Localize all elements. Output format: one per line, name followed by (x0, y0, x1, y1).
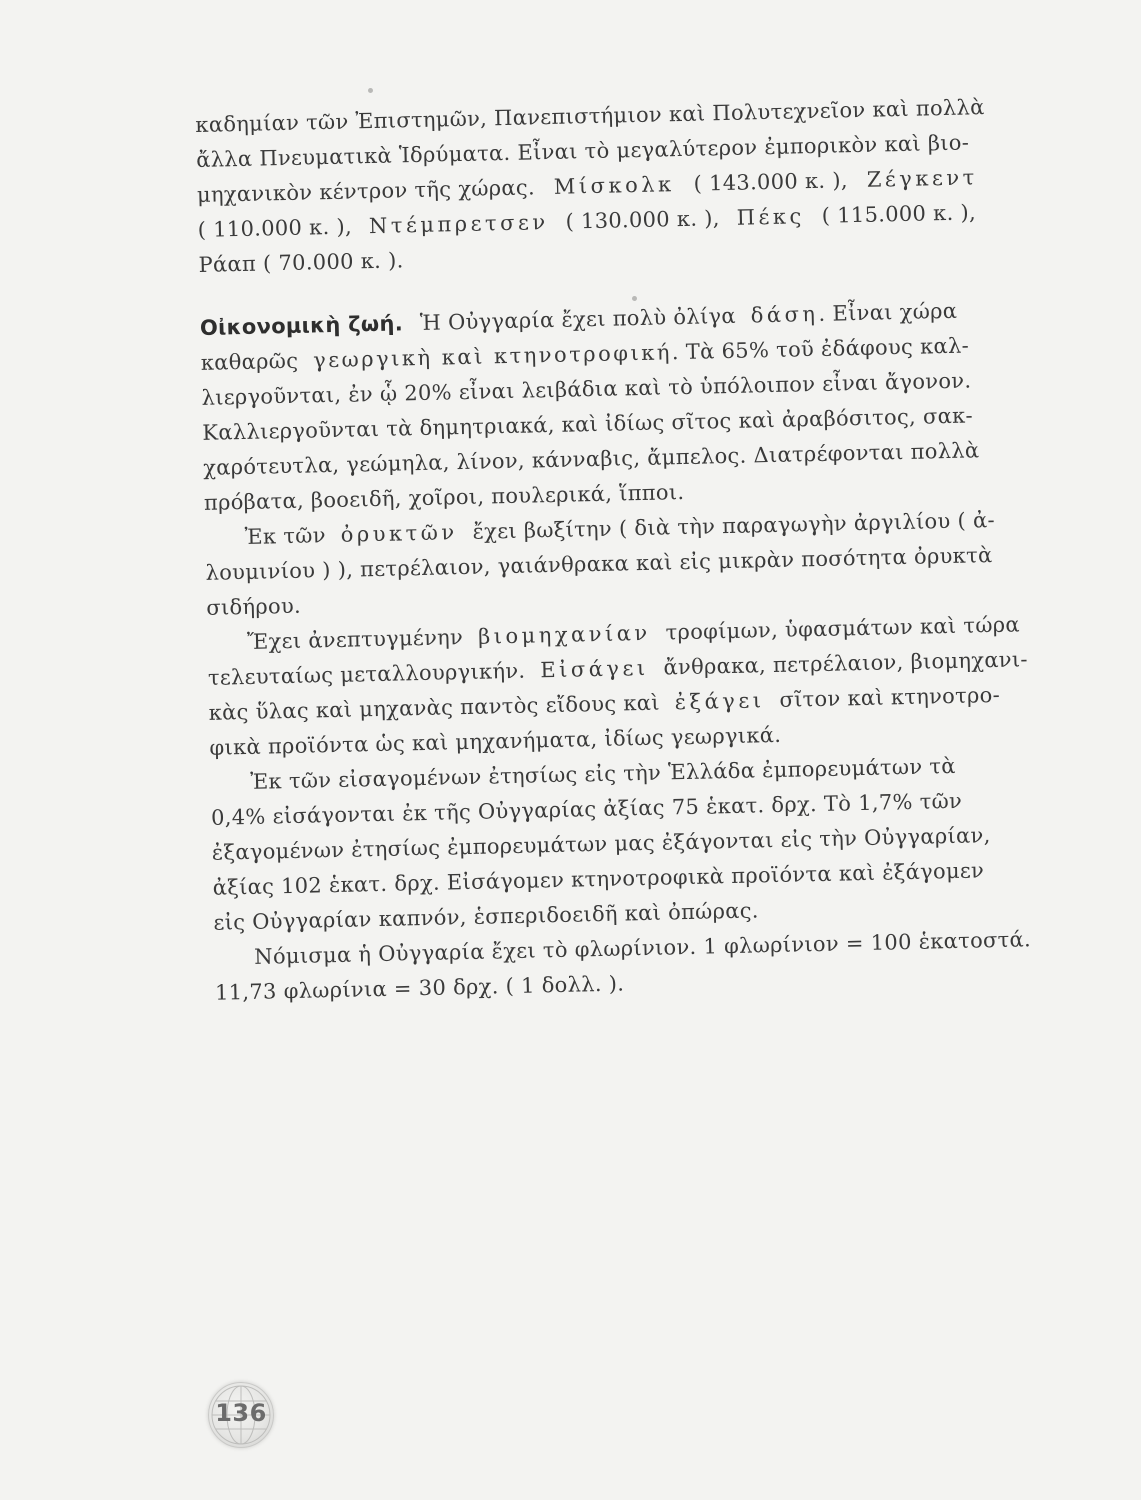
text-line: εἰς Οὐγγαρίαν καπνόν, ἑσπεριδοειδῆ καὶ ὀπώρας. (213, 898, 759, 935)
text-run: Ἐκ τῶν (244, 523, 327, 549)
text-line: πρόβατα, βοοειδῆ, χοῖροι, πουλερικά, ἵπποι. (203, 480, 685, 515)
city-name: Ζέγκεντ (866, 165, 978, 192)
text-line: ἐξαγομένων ἐτησίως ἐμπορευμάτων μας ἐξάγονται εἰς τὴν Οὐγγαρίαν, (211, 823, 991, 865)
text-run: μηχανικὸν κέντρον τῆς χώρας. (196, 175, 536, 207)
text-line: σιδήρου. (206, 593, 302, 620)
text-run: σῖτον καὶ κτηνοτρο- (779, 682, 1001, 712)
text-run: καθαρῶς (200, 348, 299, 375)
print-speck (368, 88, 373, 93)
text-run: . Εἶναι χώρα (818, 298, 958, 326)
text-run: ( 143.000 κ. ), (693, 168, 849, 196)
page-number-badge (208, 1382, 274, 1448)
text-run: Ἡ Οὐγγαρία ἔχει πολὺ ὀλίγα (419, 303, 737, 335)
emphasis-word: ὀρυκτῶν (340, 520, 458, 547)
section-heading: Οἰκονομικὴ ζωή. (199, 311, 404, 340)
text-line: Ράαπ ( 70.000 κ. ). (198, 248, 404, 277)
emphasis-word: βιομηχανίαν (477, 620, 651, 649)
page-number: 136 (215, 1399, 267, 1427)
text-line: ἀξίας 102 ἑκατ. δρχ. Εἰσάγομεν κτηνοτροφικὰ προϊόντα καὶ ἐξάγομεν (212, 858, 985, 900)
city-name: Ντέμπρετσεν (368, 210, 549, 239)
emphasis-word: ἐξάγει (674, 688, 765, 715)
text-line: λουμινίου ) ), πετρέλαιον, γαιάνθρακα καὶ εἰς μικρὰν ποσότητα ὀρυκτὰ (205, 543, 993, 585)
city-name: Μίσκολκ (553, 172, 675, 199)
text-run: Ἔχει ἀνεπτυγμένην (246, 625, 464, 654)
paragraph-minerals (204, 503, 1006, 626)
text-line: Ἐκ τῶν εἰσαγομένων ἐτησίως εἰς τὴν Ἑλλάδα ἐμπορευμάτων τὰ (250, 753, 957, 794)
emphasis-word: γεωργικὴ καὶ κτηνοτροφική (312, 340, 673, 373)
text-line: καδημίαν τῶν Ἐπιστημῶν, Πανεπιστήμιον καὶ Πολυτεχνεῖον καὶ πολλὰ (195, 95, 985, 137)
text-line: χαρότευτλα, γεώμηλα, λίνον, κάνναβις, ἄμπελος. Διατρέφονται πολλὰ (202, 438, 980, 480)
paragraph-economy (200, 293, 1005, 521)
paragraph-industry (207, 608, 1029, 766)
text-line: Καλλιεργοῦνται τὰ δημητριακά, καὶ ἰδίως σῖτος καὶ ἀραβόσιτος, σακ- (202, 403, 974, 445)
text-run: . Τὰ 65% τοῦ ἐδάφους καλ- (671, 333, 970, 365)
text-line: 11,73 φλωρίνια = 30 δρχ. ( 1 δολλ. ). (214, 971, 625, 1005)
text-run: ( 110.000 κ. ), (197, 214, 353, 242)
emphasis-word: δάση (750, 301, 819, 328)
text-run: κὰς ὕλας καὶ μηχανὰς παντὸς εἴδους καὶ (208, 690, 661, 725)
text-run: τελευταίως μεταλλουργικήν. (207, 658, 526, 690)
text-line: 0,4% εἰσάγονται ἐκ τῆς Οὐγγαρίας ἀξίας 75 ἑκατ. δρχ. Τὸ 1,7% τῶν (210, 788, 963, 830)
text-run: ( 115.000 κ. ), (821, 200, 977, 228)
text-line: φικὰ προϊόντα ὡς καὶ μηχανήματα, ἰδίως γεωργικά. (209, 722, 782, 760)
paragraph-cities (195, 90, 999, 283)
text-run: τροφίμων, ὑφασμάτων καὶ τώρα (665, 612, 1021, 645)
text-run: ἄνθρακα, πετρέλαιον, βιομηχανι- (663, 647, 1029, 680)
text-line: Νόμισμα ἡ Οὐγγαρία ἔχει τὸ φλωρίνιον. 1 φλωρίνιον = 100 ἑκατοστά. (254, 927, 1032, 969)
emphasis-word: Εἰσάγει (540, 655, 649, 683)
text-line: λιεργοῦνται, ἐν ᾧ 20% εἶναι λειβάδια καὶ τὸ ὑπόλοιπον εἶναι ἄγονον. (201, 368, 972, 410)
city-name: Πέκς (736, 204, 806, 230)
text-line: ἄλλα Πνευματικὰ Ἱδρύματα. Εἶναι τὸ μεγαλύτερον ἐμπορικὸν καὶ βιο- (195, 130, 970, 172)
text-run: ἔχει βωξίτην ( διὰ τὴν παραγωγὴν ἀργιλίου ( ἀ- (472, 507, 996, 544)
paragraph-trade (210, 748, 1014, 941)
body-text (195, 90, 1032, 1011)
text-run: ( 130.000 κ. ), (565, 206, 720, 234)
